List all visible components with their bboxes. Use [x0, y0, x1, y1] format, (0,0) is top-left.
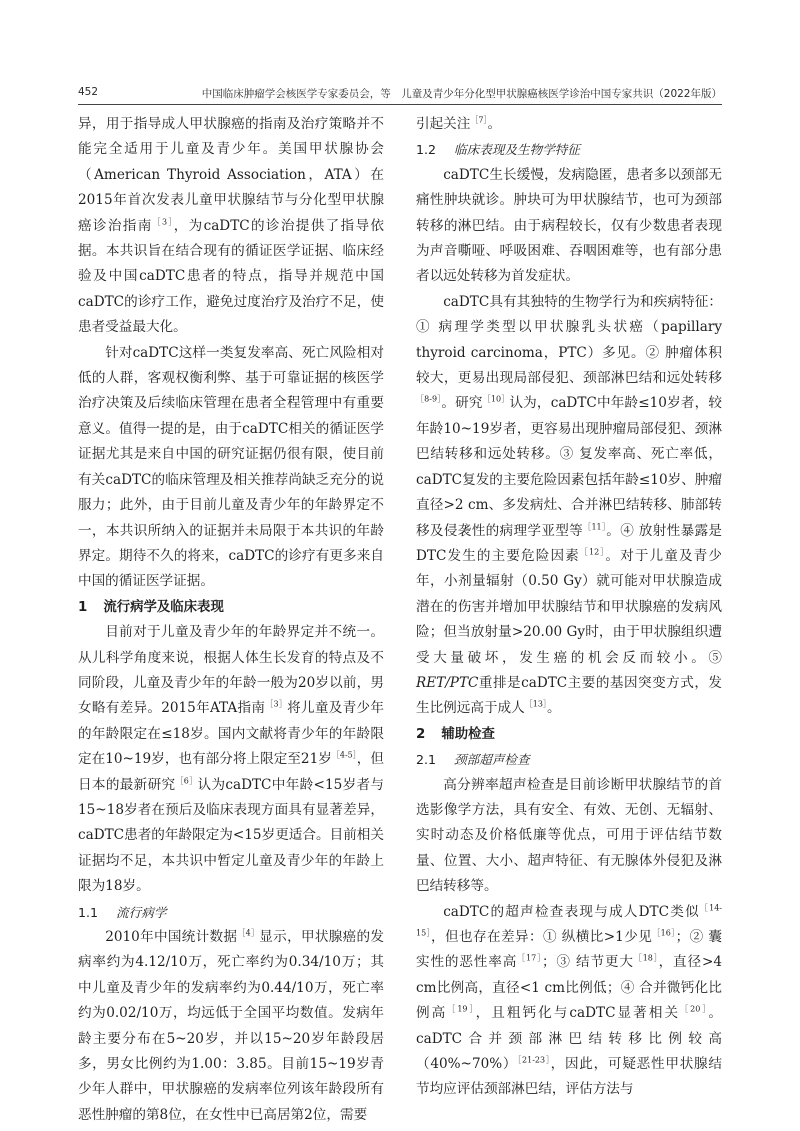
paragraph: caDTC具有其独特的生物学行为和疾病特征：① 病理学类型以甲状腺乳头状癌（papillary thyroid carcinoma，PTC）多见。② 肿瘤体积较大，更易出现局部侵犯、颈部淋巴结和远处转移$^{[8-9]}$。研究$^{[10]}$认为，caDTC中年龄≤10岁者，较年龄10~19岁者，更容易出现肿瘤局部侵犯、颈淋巴结转移和远处转移。③ 复发率高、死亡率低，caDTC复发的主要危险因素包括年龄≤10岁、肿瘤直径>2 cm、多发病灶、合并淋巴结转移、肺部转移及侵袭性的病理学亚型等$^{[11]}$。④ 放射性暴露是DTC发生的主要危险因素$^{[12]}$。对于儿童及青少年，小剂量辐射（0.50 Gy）就可能对甲状腺造成潜在的伤害并增加甲状腺结节和甲状腺癌的发病风险；但当放射量>20.00 Gy时，由于甲状腺组织遭受大量破坏，发生癌的机会反而较小。⑤ RET/PTC重排是caDTC主要的基因突变方式，发生比例远高于成人$^{[13]}$。	[416, 293, 723, 717]
gene-name: RET/PTC	[416, 674, 479, 691]
left-column	[78, 112, 384, 1128]
citation[interactable]: ［20］	[680, 1004, 709, 1014]
subsection-heading: 2.1 颈部超声检查	[416, 752, 530, 768]
citation[interactable]: ［13］	[524, 699, 547, 709]
citation[interactable]: ［12］	[579, 547, 606, 557]
paragraph: 异，用于指导成人甲状腺癌的指南及治疗策略并不能完全适用于儿童及青少年。美国甲状腺协会（American Thyroid Association，ATA）在2015年首次发表儿童甲状腺结节与分化型甲状腺癌诊治指南$^{[3]}$，为caDTC的诊治提供了指导依据。本共识旨在结合现有的循证医学证据、临床经验及中国caDTC患者的特点，指导并规范中国caDTC的诊疗工作，避免过度治疗及治疗不足，使患者受益最大化。	[78, 116, 385, 336]
citation[interactable]: ［18］	[633, 953, 659, 963]
citation[interactable]: ［8-9］	[416, 394, 442, 404]
citation[interactable]: ［4］	[237, 928, 260, 938]
paragraph: caDTC生长缓慢，发病隐匿，患者多以颈部无痛性肿块就诊。肿块可为甲状腺结节，也可为颈部转移的淋巴结。由于病程较长，仅有少数患者表现为声音嘶哑、呼吸困难、吞咽困难等，也有部分患者以远处转移为首发症状。	[416, 166, 722, 285]
citation[interactable]: ［16］	[652, 928, 676, 938]
running-title: 中国临床肿瘤学会核医学专家委员会，等 儿童及青少年分化型甲状腺癌核医学诊治中国专家共识（2022年版）	[201, 88, 722, 100]
citation[interactable]: ［21-23］	[517, 1055, 551, 1065]
paragraph: 2010年中国统计数据$^{[4]}$显示，甲状腺癌的发病率约为4.12/10万，死亡率约为0.34/10万；其中儿童及青少年的发病率约为0.44/10万，死亡率约为0.02/10万，均远低于全国平均数值。发病年龄主要分布在5~20岁，并以15~20岁年龄段居多，男女比例约为1.00：3.85。目前15~19岁青少年人群中，甲状腺癌的发病率位列该年龄段所有恶性肿瘤的第8位，在女性中已高居第2位，需要	[78, 928, 385, 1123]
paragraph: 目前对于儿童及青少年的年龄界定并不统一。从儿科学角度来说，根据人体生长发育的特点及不同阶段，儿童及青少年的年龄一般为20岁以前，男女略有差异。2015年ATA指南$^{[3]}$将儿童及青少年的年龄限定在≤18岁。国内文献将青少年的年龄限定在10~19岁，也有部分将上限定至21岁$^{[4-5]}$，但日本的最新研究$^{[6]}$认为caDTC中年龄<15岁者与15~18岁者在预后及临床表现方面具有显著差异，caDTC患者的年龄限定为<15岁更适合。目前相关证据均不足，本共识中暂定儿童及青少年的年龄上限为18岁。	[78, 624, 385, 895]
citation[interactable]: ［17］	[517, 953, 542, 963]
citation[interactable]: ［11］	[583, 521, 607, 531]
paragraph: 针对caDTC这样一类复发率高、死亡风险相对低的人群，客观权衡利弊、基于可靠证据的核医学治疗决策及后续临床管理在患者全程管理中有重要意义。值得一提的是，由于caDTC相关的循证医学证据尤其是来自中国的研究证据仍很有限，使目前有关caDTC的临床管理及相关推荐尚缺乏充分的说服力；此外，由于目前儿童及青少年的年龄界定不一，本共识所纳入的证据并未局限于本共识的年龄界定。期待不久的将来，caDTC的诊疗有更多来自中国的循证医学证据。	[78, 344, 384, 590]
citation[interactable]: ［3］	[152, 217, 174, 227]
citation[interactable]: ［4-5］	[331, 750, 357, 760]
paragraph: 引起关注$^{[7]}$。	[416, 115, 502, 132]
citation[interactable]: ［7］	[470, 115, 488, 125]
page-number: 452	[78, 86, 99, 98]
subsection-heading: 1.2 临床表现及生物学特征	[416, 142, 580, 158]
citation[interactable]: ［14-15］	[416, 903, 722, 938]
citation[interactable]: ［6］	[175, 776, 198, 786]
right-column	[416, 112, 722, 1103]
citation[interactable]: ［10］	[482, 394, 510, 404]
section-heading: 2 辅助检查	[416, 726, 495, 742]
subsection-heading: 1.1 流行病学	[78, 904, 167, 920]
header-rule	[78, 104, 722, 105]
citation[interactable]: ［19］	[447, 1004, 476, 1014]
running-header	[78, 86, 722, 104]
paragraph: 高分辨率超声检查是目前诊断甲状腺结节的首选影像学方法，具有安全、有效、无创、无辐射、实时动态及价格低廉等优点，可用于评估结节数量、位置、大小、超声特征、有无腺体外侵犯及淋巴结转移等。	[416, 776, 722, 895]
citation[interactable]: ［3］	[265, 699, 288, 709]
paragraph: caDTC的超声检查表现与成人DTC类似$^{[14-15]}$，但也存在差异：① 纵横比>1少见$^{[16]}$；② 囊实性的恶性率高$^{[17]}$；③ 结节更大$^{[18]}$，直径>4 cm比例高，直径<1 cm比例低；④ 合并微钙化比例高$^{[19]}$，且粗钙化与caDTC显著相关$^{[20]}$。caDTC合并颈部淋巴结转移比例较高（40%~70%）$^{[21-23]}$，因此，可疑恶性甲状腺结节均应评估颈部淋巴结，评估方法与	[416, 903, 723, 1098]
section-heading: 1 流行病学及临床表现	[78, 599, 224, 615]
